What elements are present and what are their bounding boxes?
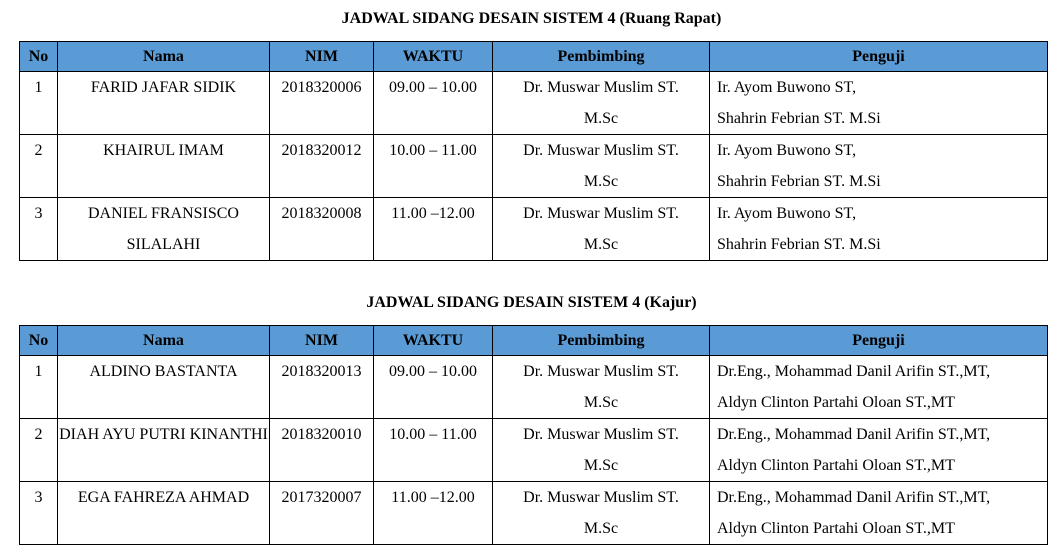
table-row — [20, 198, 1048, 261]
penguji-line-2: Aldyn Clinton Partahi Oloan ST.,MT — [717, 394, 955, 411]
penguji-line-1: Dr.Eng., Mohammad Danil Arifin ST.,MT, — [717, 363, 991, 380]
cell-no: 3 — [20, 198, 58, 261]
cell-waktu: 10.00 – 11.00 — [374, 135, 493, 198]
penguji-line-1: Dr.Eng., Mohammad Danil Arifin ST.,MT, — [717, 426, 991, 443]
header-penguji: Penguji — [710, 326, 1048, 356]
pembimbing-line-1: Dr. Muswar Muslim ST. — [523, 426, 679, 443]
cell-no: 2 — [20, 135, 58, 198]
cell-waktu: 11.00 –12.00 — [374, 198, 493, 261]
cell-nim: 2018320006 — [270, 72, 374, 135]
table-title-ruang-rapat: JADWAL SIDANG DESAIN SISTEM 4 (Ruang Rapat) — [341, 10, 722, 27]
cell-no: 2 — [20, 419, 58, 482]
header-waktu: WAKTU — [374, 326, 493, 356]
pembimbing-line-2: M.Sc — [583, 394, 619, 411]
cell-penguji — [710, 419, 1048, 482]
penguji-line-2: Shahrin Febrian ST. M.Si — [717, 236, 881, 253]
cell-nim: 2018320008 — [270, 198, 374, 261]
header-pembimbing: Pembimbing — [493, 326, 710, 356]
cell-nim: 2017320007 — [270, 482, 374, 545]
cell-nim: 2018320013 — [270, 356, 374, 419]
cell-waktu: 11.00 –12.00 — [374, 482, 493, 545]
header-no: No — [20, 326, 58, 356]
header-nama: Nama — [58, 326, 270, 356]
header-nama: Nama — [58, 42, 270, 72]
cell-waktu: 09.00 – 10.00 — [374, 72, 493, 135]
cell-pembimbing — [493, 419, 710, 482]
penguji-line-1: Ir. Ayom Buwono ST, — [717, 205, 857, 222]
pembimbing-line-1: Dr. Muswar Muslim ST. — [523, 205, 679, 222]
cell-pembimbing — [493, 198, 710, 261]
header-no: No — [20, 42, 58, 72]
cell-penguji — [710, 482, 1048, 545]
pembimbing-line-1: Dr. Muswar Muslim ST. — [523, 79, 679, 96]
pembimbing-line-2: M.Sc — [583, 520, 619, 537]
pembimbing-line-1: Dr. Muswar Muslim ST. — [523, 142, 679, 159]
header-nim: NIM — [270, 326, 374, 356]
header-waktu: WAKTU — [374, 42, 493, 72]
cell-penguji — [710, 356, 1048, 419]
header-pembimbing: Pembimbing — [493, 42, 710, 72]
cell-nama: KHAIRUL IMAM — [58, 135, 270, 198]
pembimbing-line-2: M.Sc — [583, 173, 619, 190]
cell-waktu: 10.00 – 11.00 — [374, 419, 493, 482]
schedule-table-ruang-rapat — [19, 41, 1048, 261]
header-penguji: Penguji — [710, 42, 1048, 72]
cell-no: 1 — [20, 72, 58, 135]
penguji-line-2: Shahrin Febrian ST. M.Si — [717, 110, 881, 127]
table-title-kajur: JADWAL SIDANG DESAIN SISTEM 4 (Kajur) — [366, 294, 697, 311]
cell-nama: FARID JAFAR SIDIK — [58, 72, 270, 135]
table-header-row — [20, 326, 1048, 356]
table-row — [20, 72, 1048, 135]
cell-nama: EGA FAHREZA AHMAD — [58, 482, 270, 545]
cell-pembimbing — [493, 356, 710, 419]
penguji-line-2: Aldyn Clinton Partahi Oloan ST.,MT — [717, 457, 955, 474]
cell-nim: 2018320010 — [270, 419, 374, 482]
schedule-table-kajur — [19, 325, 1048, 545]
table-row — [20, 356, 1048, 419]
penguji-line-1: Ir. Ayom Buwono ST, — [717, 79, 857, 96]
pembimbing-line-1: Dr. Muswar Muslim ST. — [523, 363, 679, 380]
cell-nim: 2018320012 — [270, 135, 374, 198]
cell-nama: DANIEL FRANSISCO SILALAHI — [58, 198, 270, 261]
cell-waktu: 09.00 – 10.00 — [374, 356, 493, 419]
pembimbing-line-2: M.Sc — [583, 457, 619, 474]
table-row — [20, 482, 1048, 545]
cell-penguji — [710, 135, 1048, 198]
cell-pembimbing — [493, 72, 710, 135]
cell-penguji — [710, 198, 1048, 261]
table-row — [20, 419, 1048, 482]
penguji-line-2: Shahrin Febrian ST. M.Si — [717, 173, 881, 190]
cell-pembimbing — [493, 482, 710, 545]
pembimbing-line-1: Dr. Muswar Muslim ST. — [523, 489, 679, 506]
header-nim: NIM — [270, 42, 374, 72]
cell-pembimbing — [493, 135, 710, 198]
penguji-line-1: Dr.Eng., Mohammad Danil Arifin ST.,MT, — [717, 489, 991, 506]
penguji-line-1: Ir. Ayom Buwono ST, — [717, 142, 857, 159]
table-row — [20, 135, 1048, 198]
penguji-line-2: Aldyn Clinton Partahi Oloan ST.,MT — [717, 520, 955, 537]
cell-nama: ALDINO BASTANTA — [58, 356, 270, 419]
pembimbing-line-2: M.Sc — [583, 236, 619, 253]
cell-no: 3 — [20, 482, 58, 545]
cell-no: 1 — [20, 356, 58, 419]
pembimbing-line-2: M.Sc — [583, 110, 619, 127]
cell-nama: DIAH AYU PUTRI KINANTHI — [58, 419, 270, 482]
table-header-row — [20, 42, 1048, 72]
cell-penguji — [710, 72, 1048, 135]
